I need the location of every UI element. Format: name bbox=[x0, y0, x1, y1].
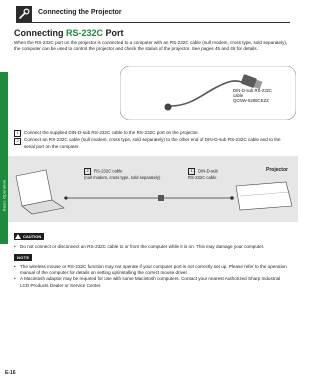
rs232c-cable-label bbox=[84, 168, 160, 180]
step-number: 1 bbox=[188, 168, 195, 175]
projector-label: Projector bbox=[266, 167, 288, 173]
note-item: • A Macintosh adaptor may be required for use with some Macintosh computers. Contact your nearest Authorized Sharp Industrial LCD Products Dealer or Service Center. bbox=[14, 276, 290, 288]
step-number: 1 bbox=[14, 130, 21, 137]
note-item: • The wireless mouse or RS-232C function may not operate if your computer port is not correctly set up. Please refer to the operation manual of the computer for details on setting up/installing the correct mouse driver. bbox=[14, 264, 290, 276]
cable-label-text: RS-232C cable bbox=[94, 168, 123, 174]
section-title: Connecting the Projector bbox=[38, 9, 122, 16]
projector-illustration bbox=[236, 182, 292, 210]
cable-label-subtext: (null modem, cross type, sold separately) bbox=[84, 175, 161, 181]
step-text: Connect the supplied DIN-D-sub RS-232C cable to the RS-232C port on the projector. bbox=[24, 130, 199, 135]
connection-diagram bbox=[8, 156, 298, 222]
step-item bbox=[14, 130, 290, 137]
step-item bbox=[14, 137, 290, 149]
steps-list bbox=[14, 130, 290, 150]
wrench-icon bbox=[16, 6, 32, 22]
header-divider bbox=[16, 22, 290, 23]
din-dsub-cable-label bbox=[188, 168, 218, 180]
cable-label-subtext: RS-232C cable bbox=[188, 175, 217, 181]
cable-label-text: DIN-D-sub bbox=[198, 168, 218, 174]
page-heading bbox=[14, 28, 124, 38]
cable-caption-line: QCNW-5288CEZZ bbox=[233, 98, 269, 104]
cable-caption-line: DIN-D-sub RS-232C bbox=[233, 88, 273, 93]
note-box bbox=[14, 246, 290, 289]
note-badge: NOTE bbox=[14, 254, 32, 261]
step-number: 2 bbox=[14, 138, 21, 145]
warning-icon bbox=[15, 234, 21, 239]
step-number: 2 bbox=[84, 168, 91, 175]
heading-accent: RS-232C bbox=[66, 28, 104, 38]
cable-caption-line: cable bbox=[233, 93, 244, 99]
heading-suffix: Port bbox=[103, 28, 124, 38]
cable-caption bbox=[233, 88, 293, 112]
connection-diagram-drawing bbox=[8, 156, 298, 222]
heading-prefix: Connecting bbox=[14, 28, 66, 38]
intro-paragraph: When the RS-232C port on the projector is connected to a computer with an RS-232C cable (null modem, cross type, sold separately), the computer can be used to control the projector and check the status of the projector. See pages 45 and 46 for details. bbox=[14, 40, 288, 52]
step-text: Connect an RS-232C cable (null modem, cross type, sold separately) to the other end of DIN-D-sub RS-232C cable and to the serial port on the computer. bbox=[24, 137, 281, 149]
page-number: E-16 bbox=[5, 370, 16, 376]
side-tab-label: Basic Operation bbox=[1, 179, 7, 211]
caution-label: CAUTION bbox=[23, 234, 42, 239]
caution-item: • Do not connect or disconnect an RS-232C cable to or from the computer while it is on. This may damage your computer. bbox=[14, 244, 290, 250]
caution-badge bbox=[14, 233, 44, 240]
